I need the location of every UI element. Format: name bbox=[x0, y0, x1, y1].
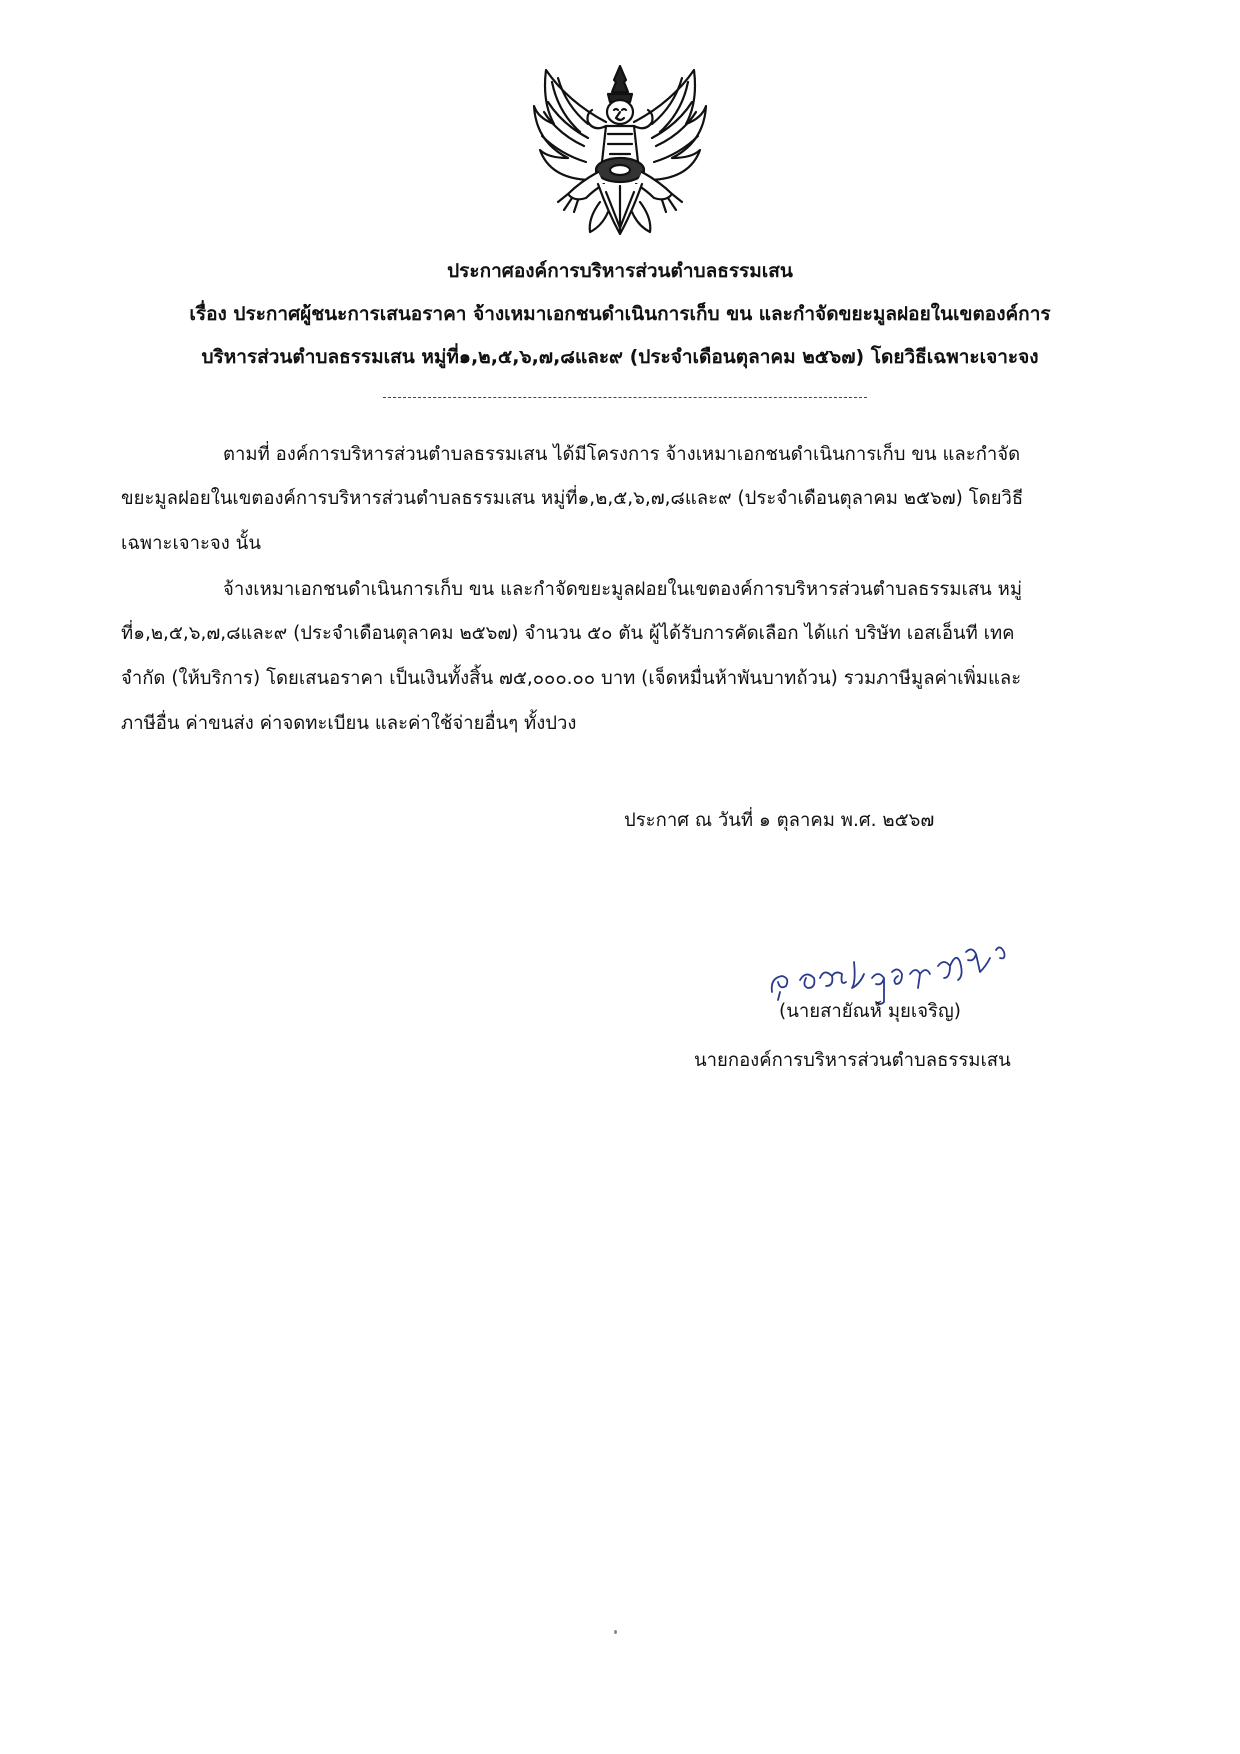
subject-line-1: เรื่อง ประกาศผู้ชนะการเสนอราคา จ้างเหมาเอกชนดำเนินการเก็บ ขน และกำจัดขยะมูลฝอยในเขตองค์การ bbox=[189, 303, 1051, 325]
signatory-name: (นายสายัณห์ มุยเจริญ) bbox=[779, 1001, 961, 1022]
paragraph-1-line-3: เฉพาะเจาะจง นั้น bbox=[121, 533, 261, 554]
paragraph-2-line-3: จำกัด (ให้บริการ) โดยเสนอราคา เป็นเงินทั้งสิ้น ๗๕,๐๐๐.๐๐ บาท (เจ็ดหมื่นห้าพันบาทถ้วน) รวมภาษีมูลค่าเพิ่มและ bbox=[121, 668, 1022, 689]
garuda-emblem-icon bbox=[528, 62, 712, 246]
subject-line-2: บริหารส่วนตำบลธรรมเสน หมู่ที่๑,๒,๕,๖,๗,๘และ๙ (ประจำเดือนตุลาคม ๒๕๖๗) โดยวิธีเฉพาะเจาะจง bbox=[201, 346, 1039, 368]
paragraph-2-line-2: ที่๑,๒,๕,๖,๗,๘และ๙ (ประจำเดือนตุลาคม ๒๕๖๗) จำนวน ๕๐ ตัน ผู้ได้รับการคัดเลือก ได้แก่ บริษัท เอสเอ็นที เทค bbox=[121, 623, 1015, 644]
signatory-position: นายกองค์การบริหารส่วนตำบลธรรมเสน bbox=[694, 1050, 1011, 1071]
paragraph-1-line-2: ขยะมูลฝอยในเขตองค์การบริหารส่วนตำบลธรรมเสน หมู่ที่๑,๒,๕,๖,๗,๘และ๙ (ประจำเดือนตุลาคม ๒๕๖๗) โดยวิธี bbox=[121, 488, 1024, 509]
announcement-date: ประกาศ ณ วันที่ ๑ ตุลาคม พ.ศ. ๒๕๖๗ bbox=[624, 810, 935, 831]
paragraph-2-line-1: จ้างเหมาเอกชนดำเนินการเก็บ ขน และกำจัดขยะมูลฝอยในเขตองค์การบริหารส่วนตำบลธรรมเสน หมู่ bbox=[223, 579, 1023, 600]
announcement-heading: ประกาศองค์การบริหารส่วนตำบลธรรมเสน bbox=[447, 260, 793, 282]
scan-speck bbox=[614, 1630, 617, 1634]
paragraph-1-line-1: ตามที่ องค์การบริหารส่วนตำบลธรรมเสน ได้มีโครงการ จ้างเหมาเอกชนดำเนินการเก็บ ขน และกำจัด bbox=[223, 444, 1021, 465]
separator-line bbox=[383, 397, 867, 398]
paragraph-2-line-4: ภาษีอื่น ค่าขนส่ง ค่าจดทะเบียน และค่าใช้จ่ายอื่นๆ ทั้งปวง bbox=[121, 713, 577, 734]
